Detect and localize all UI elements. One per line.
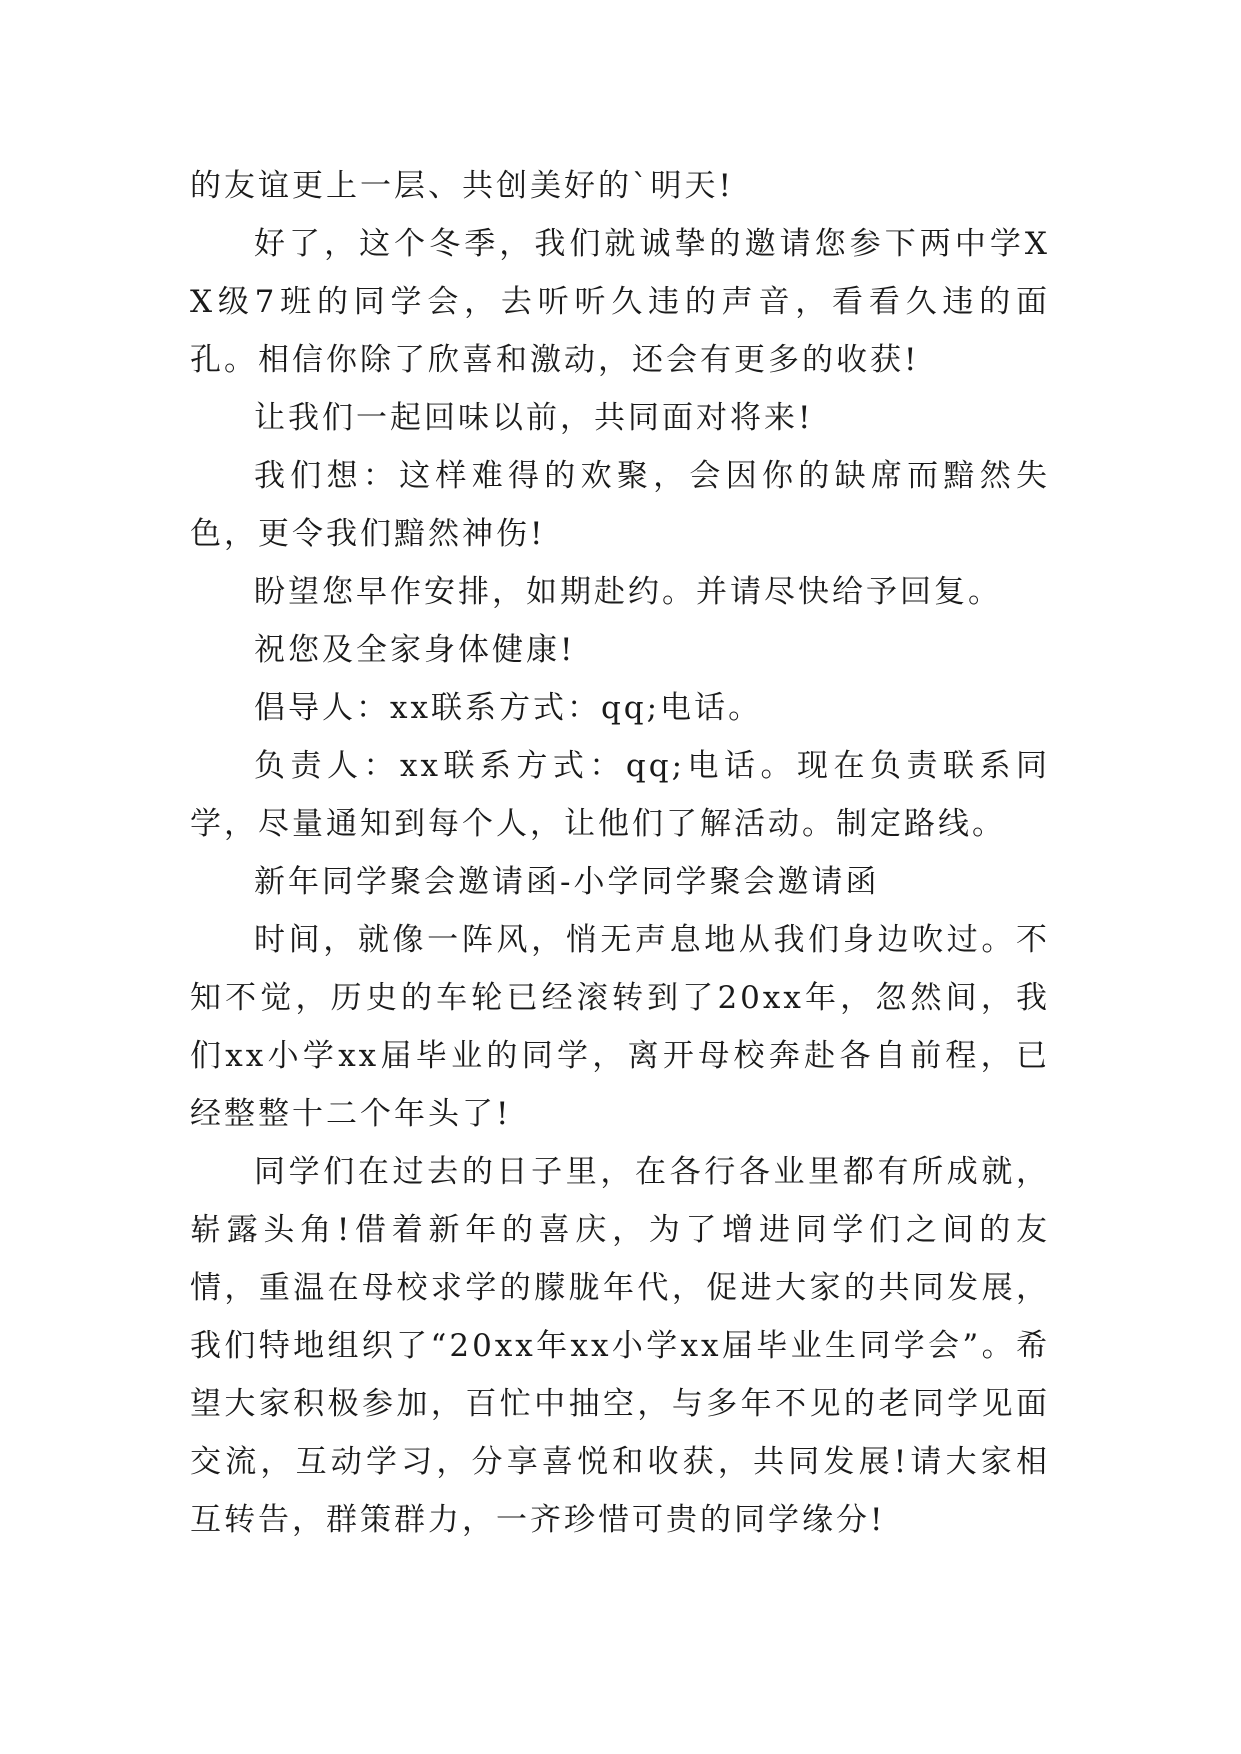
paragraph-7: 倡导人：xx联系方式：qq;电话。 [254,690,763,726]
paragraph-1: 的友谊更上一层、共创美好的`明天! [190,168,734,204]
paragraph-8: 负责人：xx联系方式：qq;电话。现在负责联系同学，尽量通知到每个人，让他们了解活动。制定路线。 [190,748,1050,842]
section-heading: 新年同学聚会邀请函-小学同学聚会邀请函 [254,864,880,900]
paragraph-10: 时间，就像一阵风，悄无声息地从我们身边吹过。不知不觉，历史的车轮已经滚转到了20xx年，忽然间，我们xx小学xx届毕业的同学，离开母校奔赴各自前程，已经整整十二个年头了! [190,922,1050,1132]
paragraph-6: 祝您及全家身体健康! [254,632,576,668]
paragraph-4: 我们想：这样难得的欢聚，会因你的缺席而黯然失色，更令我们黯然神伤! [190,458,1050,552]
paragraph-11: 同学们在过去的日子里，在各行各业里都有所成就，崭露头角!借着新年的喜庆，为了增进同学们之间的友情，重温在母校求学的朦胧年代，促进大家的共同发展，我们特地组织了“20xx年xx小学xx届毕业生同学会”。希望大家积极参加，百忙中抽空，与多年不见的老同学见面交流，互动学习，分享喜悦和收获，共同发展!请大家相互转告，群策群力，一齐珍惜可贵的同学缘分! [190,1154,1050,1538]
paragraph-3: 让我们一起回味以前，共同面对将来! [254,400,814,436]
document-body [190,157,1050,1549]
paragraph-2: 好了，这个冬季，我们就诚挚的邀请您参下两中学XX级7班的同学会，去听听久违的声音，看看久违的面孔。相信你除了欣喜和激动，还会有更多的收获! [190,226,1050,378]
paragraph-5: 盼望您早作安排，如期赴约。并请尽快给予回复。 [254,574,1002,610]
